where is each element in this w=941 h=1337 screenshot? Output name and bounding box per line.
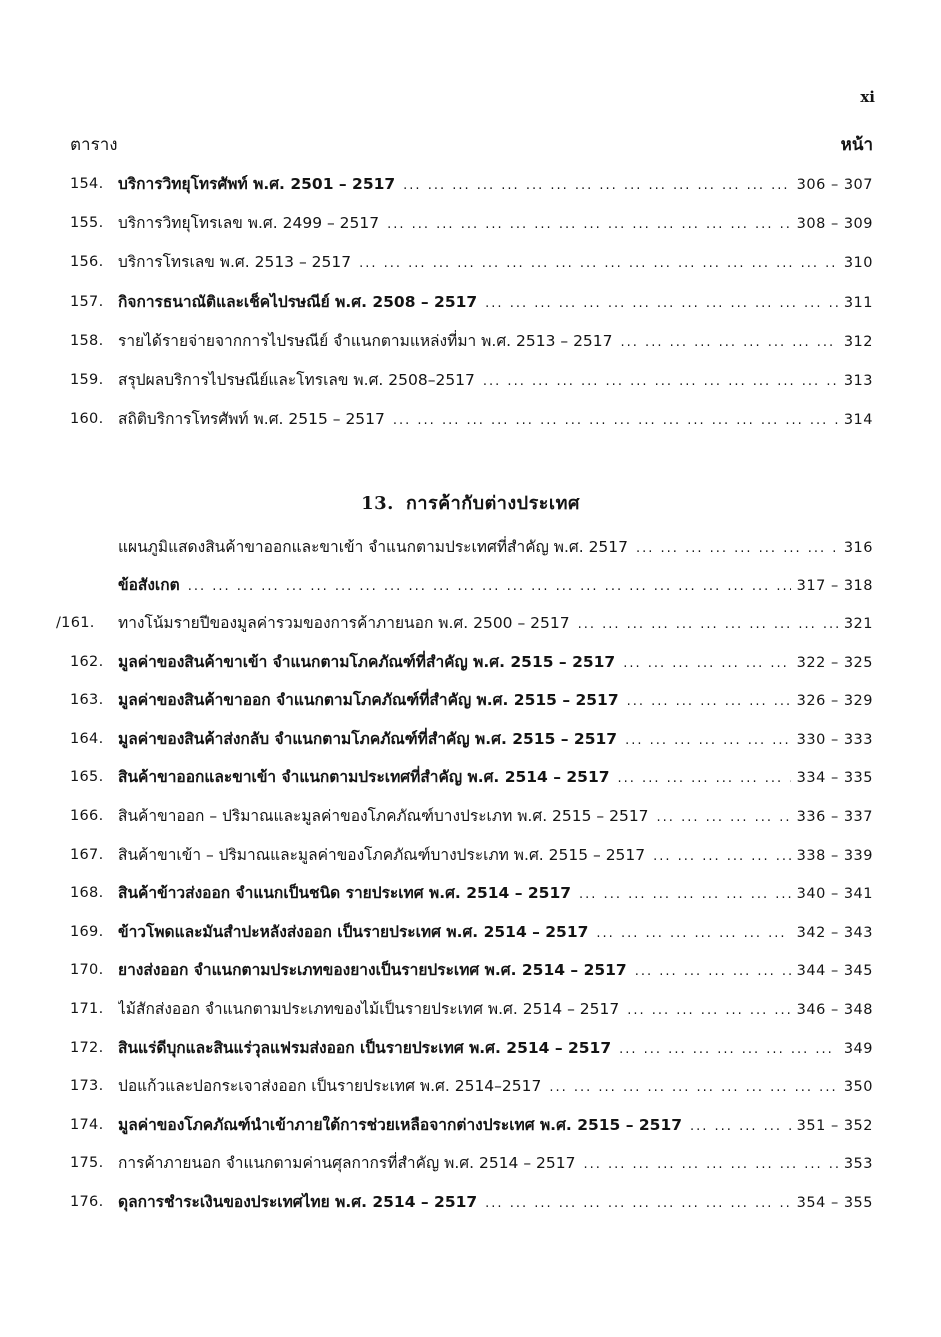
entry-number: 164.	[70, 730, 104, 747]
dot-leader	[188, 574, 791, 600]
entry-page: 354 – 355	[796, 1195, 873, 1211]
toc-entry	[0, 249, 941, 275]
entry-number: 175.	[70, 1155, 104, 1172]
dot-leader	[636, 536, 838, 562]
entry-title: สินค้าขาออกและขาเข้า จำแนกตามประเทศที่สำคัญ พ.ศ. 2514 – 2517	[118, 768, 610, 787]
entry-title: แผนภูมิแสดงสินค้าขาออกและขาเข้า จำแนกตามประเทศที่สำคัญ พ.ศ. 2517	[118, 538, 629, 556]
entry-number: 165.	[70, 769, 104, 786]
entry-number: 168.	[70, 885, 104, 902]
entry-page: 317 – 318	[796, 577, 873, 594]
dot-leader	[583, 1152, 837, 1178]
entry-page: 330 – 333	[796, 731, 873, 748]
toc-entry	[0, 996, 941, 1022]
entry-page: 338 – 339	[796, 847, 873, 864]
entry-number: 154.	[70, 176, 104, 192]
entry-page: 322 – 325	[796, 654, 873, 671]
section-number: 13.	[361, 493, 394, 514]
entry-title: ดุลการชำระเงินของประเทศไทย พ.ศ. 2514 – 2517	[118, 1193, 478, 1211]
entry-title: ข้อสังเกต	[118, 575, 180, 594]
entry-number: 174.	[70, 1116, 104, 1133]
entry-title: ข้าวโพดและมันสำปะหลังส่งออก เป็นรายประเทศ พ.ศ. 2514 – 2517	[118, 922, 589, 941]
entry-number: 176.	[70, 1194, 104, 1210]
entry-page: 349	[843, 1040, 873, 1057]
entry-title: มูลค่าของโภคภัณฑ์นำเข้าภายใต้การช่วยเหลือจากต่างประเทศ พ.ศ. 2515 – 2517	[118, 1115, 683, 1134]
entry-title: มูลค่าของสินค้าขาเข้า จำแนกตามโภคภัณฑ์ที่สำคัญ พ.ศ. 2515 – 2517	[118, 652, 616, 671]
entry-number: 172.	[70, 1039, 104, 1056]
toc-entry	[0, 880, 941, 906]
entry-number: 169.	[70, 923, 104, 940]
toc-entry	[0, 803, 941, 829]
entry-page: 321	[843, 616, 873, 632]
toc-entry	[0, 687, 941, 713]
toc-entry	[0, 367, 941, 393]
dot-leader	[635, 959, 791, 985]
entry-page: 350	[843, 1079, 873, 1096]
entry-title: การค้าภายนอก จำแนกตามค่านศุลกากรที่สำคัญ พ.ศ. 2514 – 2517	[118, 1154, 576, 1173]
entry-number: 156.	[70, 254, 104, 271]
toc-entry	[0, 210, 941, 236]
entry-title: กิจการธนาณัติและเช็คไปรษณีย์ พ.ศ. 2508 – 2517	[118, 292, 478, 311]
toc-entry	[0, 1189, 941, 1215]
entry-page: 353	[843, 1156, 873, 1173]
entry-title: มูลค่าของสินค้าส่งกลับ จำแนกตามโภคภัณฑ์ที่สำคัญ พ.ศ. 2515 – 2517	[118, 729, 618, 748]
dot-leader	[618, 766, 791, 792]
page-number: xi	[860, 88, 875, 106]
dot-leader	[621, 330, 838, 356]
dot-leader	[653, 844, 791, 870]
entry-page: 346 – 348	[796, 1002, 873, 1018]
dot-leader	[485, 291, 838, 317]
dot-leader	[549, 1075, 837, 1101]
dot-leader	[627, 689, 791, 715]
entry-number: /161.	[56, 615, 95, 631]
entry-title: สรุปผลบริการไปรษณีย์และโทรเลข พ.ศ. 2508–2517	[118, 371, 475, 389]
toc-entry	[0, 1150, 941, 1176]
dot-leader	[623, 651, 790, 677]
column-header-table: ตาราง	[70, 135, 118, 155]
entry-page: 310	[843, 255, 873, 272]
entry-page: 334 – 335	[796, 770, 873, 787]
toc-entry	[0, 649, 941, 675]
dot-leader	[387, 212, 791, 238]
dot-leader	[485, 1191, 791, 1217]
dot-leader	[393, 408, 838, 434]
entry-title: บริการวิทยุโทรเลข พ.ศ. 2499 – 2517	[118, 214, 380, 233]
toc-entry	[0, 919, 941, 945]
entry-page: 340 – 341	[796, 886, 873, 903]
entry-title: ไม้สักส่งออก จำแนกตามประเภทของไม้เป็นรายประเทศ พ.ศ. 2514 – 2517	[118, 1000, 620, 1018]
entry-page: 326 – 329	[796, 693, 873, 710]
entry-number: 171.	[70, 1001, 104, 1017]
toc-entry	[0, 534, 941, 560]
entry-number: 157.	[70, 293, 104, 310]
dot-leader	[596, 921, 790, 947]
dot-leader	[359, 251, 838, 277]
entry-title: สินแร่ดีบุกและสินแร่วุลแฟรมส่งออก เป็นรายประเทศ พ.ศ. 2514 – 2517	[118, 1038, 612, 1057]
dot-leader	[619, 1037, 838, 1063]
entry-page: 316	[843, 540, 873, 556]
entry-title: สินค้าขาเข้า – ปริมาณและมูลค่าของโภคภัณฑ์บางประเภท พ.ศ. 2515 – 2517	[118, 845, 646, 864]
toc-entry	[0, 572, 941, 598]
entry-number: 159.	[70, 372, 104, 388]
toc-entry	[0, 842, 941, 868]
toc-entry	[0, 289, 941, 315]
toc-entry	[0, 406, 941, 432]
entry-title: บริการวิทยุโทรศัพท์ พ.ศ. 2501 – 2517	[118, 175, 396, 193]
entry-page: 313	[843, 373, 873, 389]
dot-leader	[657, 805, 791, 831]
toc-entry	[0, 171, 941, 197]
dot-leader	[627, 998, 790, 1024]
entry-page: 351 – 352	[796, 1117, 873, 1134]
entry-number: 162.	[70, 653, 104, 670]
entry-title: สถิติบริการโทรศัพท์ พ.ศ. 2515 – 2517	[118, 410, 385, 429]
entry-page: 336 – 337	[796, 809, 873, 825]
entry-page: 344 – 345	[796, 963, 873, 980]
entry-title: ทางโน้มรายปีของมูลค่ารวมของการค้าภายนอก พ.ศ. 2500 – 2517	[118, 614, 570, 632]
entry-number: 155.	[70, 215, 104, 232]
toc-entry	[0, 764, 941, 790]
dot-leader	[690, 1114, 791, 1140]
entry-page: 308 – 309	[796, 216, 873, 233]
toc-entry	[0, 1073, 941, 1099]
entry-title: รายได้รายจ่ายจากการไปรษณีย์ จำแนกตามแหล่งที่มา พ.ศ. 2513 – 2517	[118, 331, 613, 350]
entry-title: ปอแก้วและปอกระเจาส่งออก เป็นรายประเทศ พ.ศ. 2514–2517	[118, 1077, 542, 1096]
entry-title: สินค้าขาออก – ปริมาณและมูลค่าของโภคภัณฑ์บางประเภท พ.ศ. 2515 – 2517	[118, 807, 649, 825]
entry-number: 173.	[70, 1078, 104, 1095]
toc-entry	[0, 1112, 941, 1138]
dot-leader	[483, 369, 838, 395]
toc-entry	[0, 328, 941, 354]
dot-leader	[579, 882, 791, 908]
entry-number: 158.	[70, 332, 104, 349]
entry-number: 170.	[70, 962, 104, 979]
entry-page: 306 – 307	[796, 177, 873, 193]
toc-entry	[0, 726, 941, 752]
entry-page: 342 – 343	[796, 924, 873, 941]
toc-entry	[0, 1035, 941, 1061]
entry-page: 314	[843, 412, 873, 429]
entry-title: สินค้าข้าวส่งออก จำแนกเป็นชนิด รายประเทศ พ.ศ. 2514 – 2517	[118, 884, 572, 903]
toc-entry	[0, 610, 941, 636]
entry-page: 312	[843, 333, 873, 350]
dot-leader	[625, 728, 791, 754]
entry-title: ยางส่งออก จำแนกตามประเภทของยางเป็นรายประเทศ พ.ศ. 2514 – 2517	[118, 961, 627, 980]
entry-number: 166.	[70, 808, 104, 824]
entry-page: 311	[843, 294, 873, 311]
toc-entry	[0, 957, 941, 983]
entry-number: 167.	[70, 846, 104, 863]
entry-number: 163.	[70, 692, 104, 709]
entry-title: มูลค่าของสินค้าขาออก จำแนกตามโภคภัณฑ์ที่สำคัญ พ.ศ. 2515 – 2517	[118, 691, 619, 710]
entry-title: บริการโทรเลข พ.ศ. 2513 – 2517	[118, 253, 352, 272]
section-heading	[0, 488, 941, 517]
dot-leader	[578, 612, 838, 638]
column-header-page: หน้า	[840, 135, 873, 155]
section-title: การค้ากับต่างประเทศ	[405, 493, 580, 514]
dot-leader	[403, 173, 791, 199]
entry-number: 160.	[70, 411, 104, 428]
